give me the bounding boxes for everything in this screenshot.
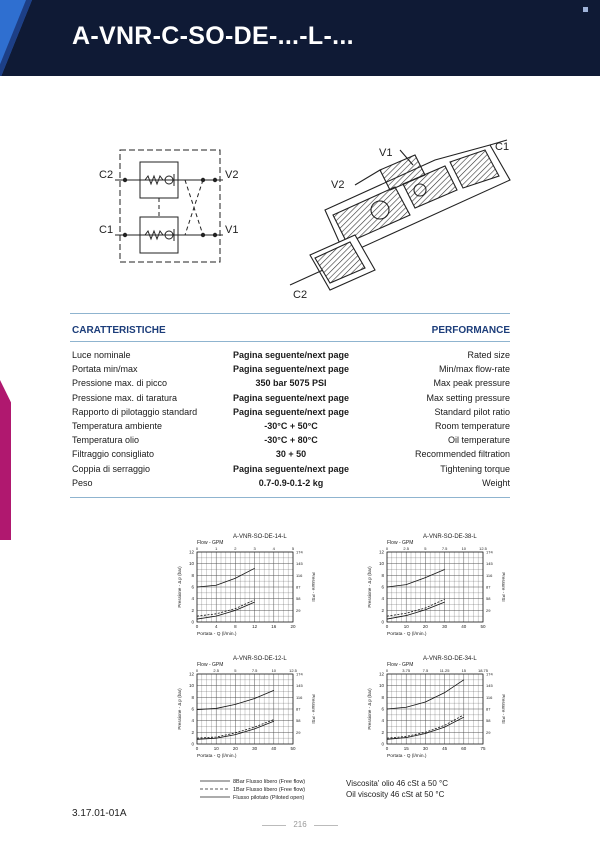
section-header-rule — [70, 341, 510, 342]
y-tick-label: 0 — [381, 619, 384, 625]
x-top-tick-label: 5 — [234, 668, 237, 673]
spec-label-en: Room temperature — [434, 420, 510, 431]
x-tick-label: 20 — [290, 624, 296, 629]
x-tick-label: 50 — [480, 624, 486, 629]
x-top-tick-label: 3 — [253, 546, 256, 551]
spec-row — [72, 362, 510, 376]
x-tick-label: 30 — [422, 746, 428, 751]
y-tick-label: 6 — [191, 584, 194, 590]
x-top-tick-label: 2 — [234, 546, 237, 551]
schematic-port-c1: C1 — [99, 224, 114, 236]
flow-chart-38 — [365, 530, 510, 642]
y-tick-label: 0 — [381, 741, 384, 747]
spec-row — [72, 476, 510, 490]
y-tick-label: 10 — [188, 561, 194, 567]
y-tick-label: 0 — [191, 741, 194, 747]
y-right-tick-label: 145 — [296, 683, 303, 689]
y-tick-label: 2 — [381, 607, 384, 613]
x-top-tick-label: 2.5 — [213, 668, 219, 673]
spec-label-en: Min/max flow-rate — [438, 364, 510, 375]
y-tick-label: 4 — [191, 718, 194, 724]
section-title-performance: PERFORMANCE — [431, 325, 510, 336]
x-tick-label: 0 — [385, 746, 389, 751]
spec-row — [72, 348, 510, 362]
x-tick-label: 40 — [271, 746, 277, 751]
spec-value: 350 bar 5075 PSI — [255, 378, 327, 389]
viscosity-note-en: Oil viscosity 46 cSt at 50 °C — [346, 790, 445, 799]
spec-label-en: Oil temperature — [447, 435, 510, 446]
flow-chart-12 — [175, 652, 320, 764]
x-top-tick-label: 4 — [272, 546, 275, 551]
y-right-tick-label: 174 — [486, 671, 493, 677]
y-right-tick-label: 58 — [486, 596, 491, 602]
chart-x-label: Portata - Q (l/min.) — [387, 632, 427, 637]
chart-title: A-VNR-SO-DE-12-L — [233, 656, 287, 662]
footer-product-code: 3.17.01-01A — [72, 808, 127, 819]
chart-y-right-label: Pressure - PSI — [311, 572, 316, 602]
y-right-tick-label: 87 — [296, 706, 301, 712]
x-tick-label: 16 — [271, 624, 277, 629]
section-title-caratteristiche: CARATTERISTICHE — [72, 325, 166, 336]
y-tick-label: 4 — [191, 596, 194, 602]
spec-label-en: Max peak pressure — [433, 378, 510, 389]
chart-y-left-label: Pressione - Δ p (bar) — [177, 566, 182, 608]
spec-label-it: Portata min/max — [72, 364, 138, 375]
chart-x-label: Portata - Q (l/min.) — [197, 754, 237, 759]
x-top-tick-label: 11.25 — [439, 668, 450, 673]
x-tick-label: 0 — [385, 624, 389, 629]
chart-flow-label: Flow - GPM — [387, 540, 414, 546]
x-top-tick-label: 12.5 — [479, 546, 487, 551]
chart-legend — [200, 776, 340, 804]
viscosity-note-it: Viscosita' olio 46 cSt a 50 °C — [346, 779, 448, 788]
y-right-tick-label: 145 — [296, 561, 303, 567]
x-tick-label: 20 — [232, 746, 238, 751]
spec-value: Pagina seguente/next page — [232, 406, 350, 417]
cutaway-port-c2: C2 — [293, 289, 308, 301]
spec-label-en: Weight — [482, 477, 510, 488]
spec-row — [72, 433, 510, 447]
chart-flow-label: Flow - GPM — [197, 540, 224, 546]
cutaway-port-c1: C1 — [495, 141, 510, 153]
cutaway-port-v1: V1 — [379, 147, 393, 159]
valve-cutaway-drawing — [285, 130, 525, 305]
spec-value: Pagina seguente/next page — [232, 392, 350, 403]
y-right-tick-label: 29 — [296, 729, 301, 735]
x-tick-label: 0 — [195, 746, 199, 751]
chart-x-label: Portata - Q (l/min.) — [387, 754, 427, 759]
x-top-tick-label: 0 — [385, 668, 389, 673]
side-color-tab — [0, 380, 11, 540]
chart-flow-label: Flow - GPM — [387, 662, 414, 668]
x-top-tick-label: 0 — [195, 668, 199, 673]
x-top-tick-label: 3.75 — [402, 668, 411, 673]
schematic-port-v2: V2 — [225, 169, 239, 181]
y-right-tick-label: 58 — [486, 718, 491, 724]
spec-row — [72, 462, 510, 476]
legend-piloted: Flusso pilotato (Piloted open) — [233, 795, 305, 801]
y-right-tick-label: 87 — [486, 706, 491, 712]
chart-y-left-label: Pressione - Δ p (bar) — [367, 688, 372, 730]
x-top-tick-label: 18.75 — [477, 668, 489, 673]
chart-y-left-label: Pressione - Δ p (bar) — [177, 688, 182, 730]
x-tick-label: 12 — [252, 624, 258, 629]
x-tick-label: 15 — [403, 746, 409, 751]
y-tick-label: 12 — [378, 549, 384, 555]
spec-label-it: Peso — [72, 477, 93, 488]
chart-x-label: Portata - Q (l/min.) — [197, 632, 237, 637]
x-top-tick-label: 2.5 — [403, 546, 409, 551]
chart-y-left-label: Pressione - Δ p (bar) — [367, 566, 372, 608]
flow-chart-14 — [175, 530, 320, 642]
section-bottom-rule — [70, 497, 510, 498]
y-tick-label: 0 — [191, 619, 194, 625]
x-top-tick-label: 7.5 — [251, 668, 258, 673]
y-right-tick-label: 116 — [486, 694, 493, 700]
x-top-tick-label: 10 — [271, 668, 277, 673]
spec-label-en: Standard pilot ratio — [434, 406, 510, 417]
x-top-tick-label: 0 — [195, 546, 199, 551]
chart-y-right-label: Pressure - PSI — [311, 694, 316, 724]
y-tick-label: 12 — [188, 549, 194, 555]
x-tick-label: 50 — [290, 746, 296, 751]
header-corner-mark — [583, 7, 588, 12]
spec-label-en: Tightening torque — [440, 463, 510, 474]
spec-row — [72, 447, 510, 461]
y-tick-label: 4 — [381, 718, 384, 724]
x-top-tick-label: 10 — [461, 546, 467, 551]
y-tick-label: 6 — [191, 706, 194, 712]
y-tick-label: 12 — [188, 671, 194, 677]
y-right-tick-label: 145 — [486, 561, 493, 567]
x-tick-label: 20 — [422, 624, 428, 629]
x-tick-label: 0 — [195, 624, 199, 629]
x-top-tick-label: 5 — [424, 546, 427, 551]
spec-label-it: Coppia di serraggio — [72, 463, 151, 474]
y-right-tick-label: 29 — [486, 607, 491, 613]
y-tick-label: 4 — [381, 596, 384, 602]
y-right-tick-label: 58 — [296, 718, 301, 724]
page-number — [0, 820, 600, 829]
x-tick-label: 45 — [442, 746, 448, 751]
spec-label-it: Filtraggio consigliato — [72, 449, 155, 460]
spec-label-en: Recommended filtration — [414, 449, 510, 460]
specs-table — [72, 348, 510, 490]
y-tick-label: 6 — [381, 706, 384, 712]
schematic-port-c2: C2 — [99, 169, 114, 181]
schematic-port-v1: V1 — [225, 224, 239, 236]
page-title: A-VNR-C-SO-DE-...-L-... — [72, 22, 354, 50]
x-top-tick-label: 5 — [291, 546, 295, 551]
page-header — [0, 0, 600, 76]
x-top-tick-label: 7.5 — [441, 546, 448, 551]
y-tick-label: 2 — [381, 729, 384, 735]
y-right-tick-label: 116 — [296, 572, 303, 578]
spec-row — [72, 405, 510, 419]
y-tick-label: 8 — [191, 694, 194, 700]
spec-label-en: Rated size — [467, 350, 510, 360]
page-number-text: 216 — [293, 820, 307, 829]
y-tick-label: 8 — [381, 572, 384, 578]
spec-label-it: Pressione max. di taratura — [72, 392, 178, 403]
spec-label-it: Pressione max. di picco — [72, 378, 168, 389]
y-right-tick-label: 116 — [486, 572, 493, 578]
x-top-tick-label: 12.5 — [289, 668, 297, 673]
y-right-tick-label: 87 — [486, 584, 491, 590]
spec-row — [72, 376, 510, 390]
y-tick-label: 8 — [381, 694, 384, 700]
x-tick-label: 60 — [461, 746, 467, 751]
legend-1bar: 1Bar Flusso libero (Free flow) — [233, 787, 306, 793]
x-tick-label: 10 — [403, 624, 409, 629]
chart-y-right-label: Pressure - PSI — [501, 694, 506, 724]
x-tick-label: 40 — [461, 624, 467, 629]
x-tick-label: 75 — [480, 746, 486, 751]
y-right-tick-label: 29 — [296, 607, 301, 613]
flow-chart-34 — [365, 652, 510, 764]
spec-row — [72, 391, 510, 405]
x-top-tick-label: 7.5 — [422, 668, 429, 673]
spec-label-it: Rapporto di pilotaggio standard — [72, 406, 198, 417]
spec-label-en: Max setting pressure — [426, 392, 510, 403]
spec-value: Pagina seguente/next page — [232, 463, 350, 474]
x-tick-label: 10 — [213, 746, 219, 751]
y-right-tick-label: 174 — [486, 549, 493, 555]
chart-flow-label: Flow - GPM — [197, 662, 224, 668]
y-tick-label: 12 — [378, 671, 384, 677]
chart-title: A-VNR-SO-DE-14-L — [233, 534, 287, 540]
y-tick-label: 10 — [188, 683, 194, 689]
legend-8bar: 8Bar Flusso libero (Free flow) — [233, 779, 306, 785]
y-right-tick-label: 58 — [296, 596, 301, 602]
section-top-rule — [70, 313, 510, 314]
y-tick-label: 10 — [378, 561, 384, 567]
spec-value: Pagina seguente/next page — [232, 364, 350, 375]
spec-label-it: Temperatura olio — [72, 435, 140, 446]
spec-value: 0.7-0.9-0.1-2 kg — [258, 477, 324, 488]
x-tick-label: 30 — [252, 746, 258, 751]
y-tick-label: 2 — [191, 729, 194, 735]
y-tick-label: 6 — [381, 584, 384, 590]
y-tick-label: 2 — [191, 607, 194, 613]
y-right-tick-label: 29 — [486, 729, 491, 735]
y-tick-label: 8 — [191, 572, 194, 578]
y-right-tick-label: 174 — [296, 671, 303, 677]
hydraulic-schematic — [95, 138, 255, 273]
x-top-tick-label: 1 — [215, 546, 218, 551]
spec-value: 30 + 50 — [275, 449, 307, 460]
x-tick-label: 8 — [234, 624, 237, 629]
y-right-tick-label: 174 — [296, 549, 303, 555]
spec-value: Pagina seguente/next page — [232, 350, 350, 360]
spec-row — [72, 419, 510, 433]
x-top-tick-label: 15 — [461, 668, 467, 673]
spec-value: -30°C + 80°C — [264, 435, 318, 446]
y-tick-label: 10 — [378, 683, 384, 689]
cutaway-port-v2: V2 — [331, 179, 345, 191]
y-right-tick-label: 116 — [296, 694, 303, 700]
spec-label-it: Luce nominale — [72, 350, 131, 360]
x-top-tick-label: 0 — [385, 546, 389, 551]
x-tick-label: 4 — [214, 624, 218, 629]
y-right-tick-label: 87 — [296, 584, 301, 590]
chart-title: A-VNR-SO-DE-34-L — [423, 656, 477, 662]
spec-value: -30°C + 50°C — [264, 420, 318, 431]
y-right-tick-label: 145 — [486, 683, 493, 689]
chart-y-right-label: Pressure - PSI — [501, 572, 506, 602]
spec-label-it: Temperatura ambiente — [72, 420, 163, 431]
x-tick-label: 30 — [442, 624, 448, 629]
chart-title: A-VNR-SO-DE-38-L — [423, 534, 477, 540]
